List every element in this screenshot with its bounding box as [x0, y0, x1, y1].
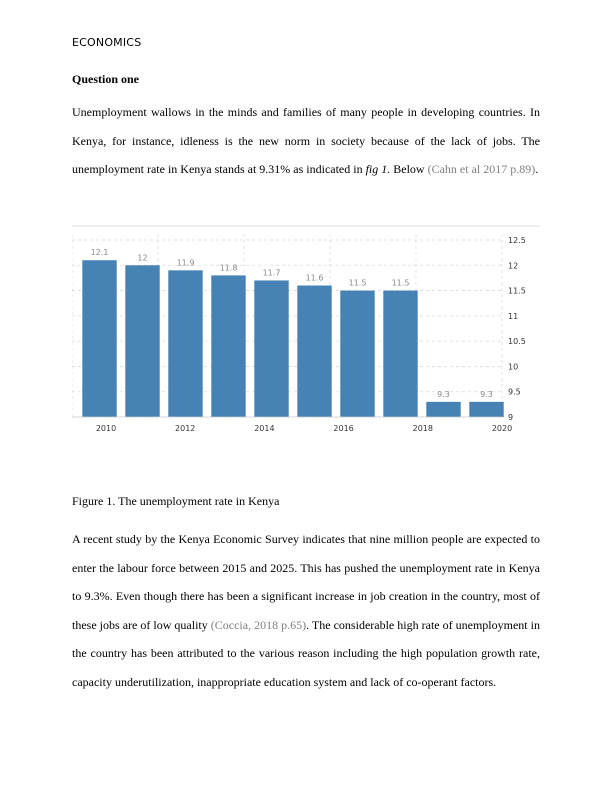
- x-tick-label: 2020: [491, 424, 513, 433]
- bar-data-label: 11.6: [305, 273, 324, 283]
- bar: [254, 280, 288, 417]
- bar: [469, 402, 503, 417]
- figure-caption: Figure 1. The unemployment rate in Kenya: [72, 494, 280, 508]
- x-tick-label: 2018: [412, 424, 433, 433]
- bar: [211, 275, 245, 417]
- bar-data-label: 11.5: [391, 278, 410, 288]
- unemployment-bar-chart: [72, 224, 540, 440]
- x-tick-label: 2016: [333, 424, 354, 433]
- bar: [426, 402, 460, 417]
- bar: [125, 265, 159, 417]
- chart-svg: [72, 224, 540, 440]
- bar: [340, 291, 374, 417]
- paragraph-2-text-a: A recent study by the Kenya Economic Survey indicates that nine million people are expected to enter the labour force between 2015 and 2025. This has pushed the unemployment rate in Kenya to 9.3%. Even though there has been a significant increase in job creation in the country, most of these jobs are of low quality: [72, 532, 540, 632]
- bar: [168, 270, 202, 417]
- bar-data-label: 11.8: [219, 263, 238, 273]
- paragraph-1: [72, 98, 540, 184]
- y-tick-label: 10: [508, 362, 519, 372]
- bar-data-label: 11.5: [348, 278, 367, 288]
- citation-cahn: (Cahn et al 2017 p.89): [427, 162, 536, 176]
- x-tick-label: 2014: [254, 424, 275, 433]
- bar: [82, 260, 116, 417]
- paragraph-1-text-a: Unemployment wallows in the minds and families of many people in developing countries. In Kenya, for instance, idleness is the new norm in society because of the lack of jobs. The unemployment rate in Kenya stands at 9.31% as indicated in: [72, 105, 540, 176]
- y-tick-label: 9: [508, 413, 514, 422]
- section-heading: Question one: [72, 72, 140, 86]
- y-tick-label: 11.5: [508, 286, 526, 296]
- bar-data-label: 11.9: [176, 258, 195, 268]
- figure-reference: fig 1.: [365, 162, 391, 176]
- y-tick-label: 11: [508, 311, 519, 321]
- x-tick-label: 2010: [95, 424, 117, 433]
- running-head: ECONOMICS: [72, 36, 142, 49]
- y-tick-label: 12.5: [508, 236, 526, 245]
- paragraph-1-text-b: Below: [390, 162, 428, 176]
- bar-data-label: 12: [137, 253, 148, 263]
- bar: [383, 291, 417, 417]
- y-tick-label: 9.5: [508, 387, 521, 397]
- bar-data-label: 12.1: [90, 248, 109, 258]
- bar-data-label: 9.3: [437, 389, 450, 399]
- y-tick-label: 12: [508, 261, 519, 271]
- bar: [297, 286, 331, 417]
- paragraph-1-text-c: .: [535, 162, 539, 176]
- bar-data-label: 11.7: [262, 268, 281, 278]
- citation-coccia: (Coccia, 2018 p.65): [210, 617, 307, 632]
- y-tick-label: 10.5: [508, 337, 526, 347]
- bar-data-label: 9.3: [480, 389, 493, 399]
- x-tick-label: 2012: [175, 424, 196, 433]
- paragraph-2-text-b: . The considerable high rate of unemployment in the country has been attributed to the various reason including the high population growth rate, capacity underutilization, inappropriate education system and lack of co-operant factors.: [72, 617, 540, 689]
- paragraph-2: [72, 525, 540, 696]
